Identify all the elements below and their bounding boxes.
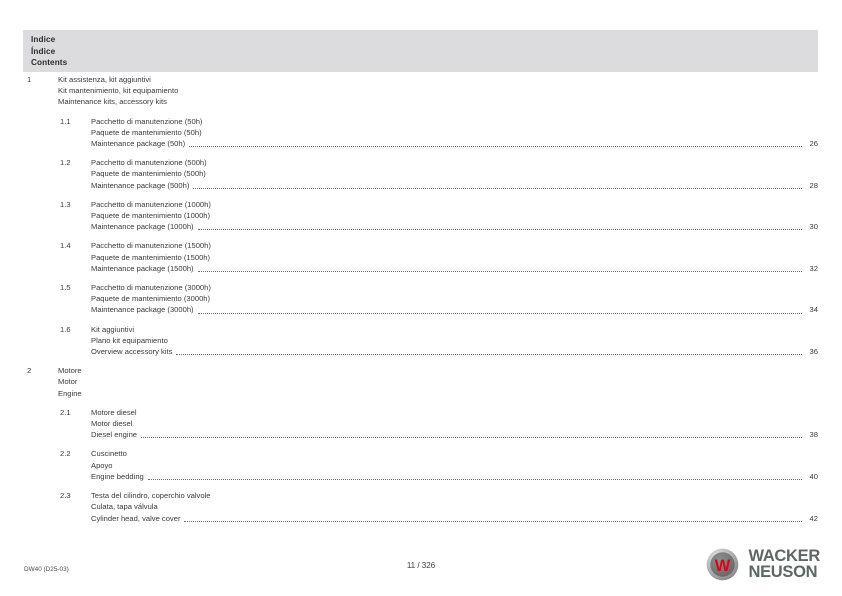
logo-line-2: NEUSON bbox=[748, 562, 818, 581]
toc-entry-leader-row bbox=[91, 346, 818, 357]
toc-entry-leader-row bbox=[91, 471, 818, 482]
toc-entry-number: 1 bbox=[27, 75, 32, 84]
toc-entry-title-es: Paquete de mantenimiento (500h) bbox=[91, 169, 206, 179]
toc-entry-number: 1.2 bbox=[60, 158, 71, 168]
toc-entry[interactable] bbox=[0, 490, 842, 524]
toc-entry-leader-row bbox=[91, 180, 818, 191]
toc-entry-number: 2.3 bbox=[60, 491, 71, 501]
toc-entry[interactable] bbox=[0, 407, 842, 441]
toc-entry-title-it: Testa del cilindro, coperchio valvole bbox=[91, 491, 211, 501]
toc-entry-title-it: Kit aggiuntivi bbox=[91, 324, 135, 334]
toc-leader-dots bbox=[176, 353, 802, 355]
toc-entry-title-it: Kit assistenza, kit aggiuntivi bbox=[58, 75, 151, 84]
toc-entry-title-en: Cylinder head, valve cover bbox=[91, 513, 181, 523]
toc-header-line-it: Indice bbox=[31, 35, 56, 44]
toc-entry-title-en: Maintenance package (500h) bbox=[91, 180, 190, 190]
footer-document-code: DW40 (D25-03) bbox=[24, 566, 69, 573]
toc-entry-number: 2.1 bbox=[60, 407, 71, 417]
toc-entry-page-number: 32 bbox=[809, 263, 818, 273]
toc-entry-titles bbox=[58, 365, 842, 399]
toc-entry-title-en: Maintenance kits, accessory kits bbox=[58, 97, 167, 107]
toc-header-line-es: Índice bbox=[31, 46, 56, 56]
toc-entry-list bbox=[0, 74, 842, 532]
toc-entry-title-it: Pacchetto di manutenzione (1500h) bbox=[91, 241, 211, 251]
toc-entry-page-number: 42 bbox=[809, 513, 818, 523]
toc-entry-number: 2.2 bbox=[60, 449, 71, 459]
toc-leader-dots bbox=[198, 228, 802, 230]
logo-line-1: WACKER bbox=[748, 547, 820, 565]
toc-entry-number: 1.1 bbox=[60, 116, 71, 126]
toc-entry-title-en: Overview accessory kits bbox=[91, 347, 173, 357]
toc-entry-title-it: Pacchetto di manutenzione (50h) bbox=[91, 116, 203, 126]
toc-entry-titles bbox=[58, 74, 842, 108]
toc-entry-title-en: Maintenance package (50h) bbox=[91, 139, 186, 149]
toc-entry[interactable] bbox=[0, 240, 842, 274]
toc-entry[interactable] bbox=[0, 448, 842, 482]
toc-entry-title-en: Engine bedding bbox=[91, 471, 144, 481]
toc-entry-page-number: 30 bbox=[809, 222, 818, 232]
toc-entry[interactable] bbox=[0, 324, 842, 358]
toc-leader-dots bbox=[193, 187, 802, 189]
toc-leader-dots bbox=[198, 270, 802, 272]
toc-entry-titles bbox=[91, 448, 842, 482]
toc-entry-number: 2 bbox=[27, 366, 32, 376]
toc-entry-title-it: Motore bbox=[58, 366, 82, 376]
wacker-neuson-logo bbox=[706, 548, 820, 581]
toc-entry-title-it: Pacchetto di manutenzione (3000h) bbox=[91, 283, 211, 293]
toc-entry-number: 1.6 bbox=[60, 324, 71, 334]
toc-entry-page-number: 36 bbox=[809, 347, 818, 357]
toc-entry-number: 1.4 bbox=[60, 241, 71, 251]
toc-entry-title-en: Maintenance package (3000h) bbox=[91, 305, 194, 315]
toc-entry-titles bbox=[91, 490, 842, 524]
toc-leader-dots bbox=[148, 478, 802, 480]
toc-entry-title-en: Engine bbox=[58, 388, 82, 398]
toc-entry-title-es: Plano kit equipamiento bbox=[91, 335, 168, 345]
toc-entry[interactable] bbox=[0, 157, 842, 191]
toc-entry-title-it: Motore diesel bbox=[91, 407, 137, 417]
toc-entry-number: 1.5 bbox=[60, 283, 71, 293]
toc-entry-leader-row bbox=[91, 513, 818, 524]
toc-entry-page-number: 26 bbox=[809, 139, 818, 149]
footer-page-indicator: 11 / 326 bbox=[406, 561, 436, 570]
toc-entry-title-en: Diesel engine bbox=[91, 430, 138, 440]
toc-entry-title-es: Motor diesel bbox=[91, 419, 133, 429]
toc-entry-page-number: 38 bbox=[809, 430, 818, 440]
toc-entry-title-es: Motor bbox=[58, 377, 78, 387]
toc-entry-titles bbox=[91, 324, 842, 358]
toc-entry-title-it: Pacchetto di manutenzione (500h) bbox=[91, 158, 207, 168]
toc-entry-leader-row bbox=[91, 304, 818, 315]
toc-entry-leader-row bbox=[91, 221, 818, 232]
toc-entry-title-es: Kit mantenimiento, kit equipamiento bbox=[58, 86, 179, 96]
toc-entry-title-es: Culata, tapa válvula bbox=[91, 502, 158, 512]
toc-leader-dots bbox=[184, 520, 802, 522]
toc-entry-title-es: Apoyo bbox=[91, 460, 113, 470]
toc-entry-title-en: Maintenance package (1000h) bbox=[91, 222, 194, 232]
toc-entry-title-es: Paquete de mantenimiento (50h) bbox=[91, 127, 202, 137]
toc-leader-dots bbox=[189, 145, 802, 147]
toc-entry-page-number: 34 bbox=[809, 305, 818, 315]
toc-entry-page-number: 40 bbox=[809, 471, 818, 481]
svg-text:W: W bbox=[715, 556, 731, 575]
toc-entry-titles bbox=[91, 199, 842, 233]
toc-entry-title-es: Paquete de mantenimiento (3000h) bbox=[91, 294, 211, 304]
toc-entry[interactable] bbox=[0, 282, 842, 316]
toc-entry-title-es: Paquete de mantenimiento (1000h) bbox=[91, 211, 211, 221]
wacker-neuson-emblem-icon bbox=[706, 548, 739, 581]
toc-entry[interactable] bbox=[0, 116, 842, 150]
toc-entry[interactable] bbox=[0, 199, 842, 233]
toc-entry-titles bbox=[91, 116, 842, 150]
toc-entry-titles bbox=[91, 240, 842, 274]
toc-header-line-en: Contents bbox=[31, 58, 68, 67]
toc-leader-dots bbox=[198, 312, 802, 314]
wacker-neuson-wordmark bbox=[748, 549, 820, 580]
toc-leader-dots bbox=[141, 436, 802, 438]
toc-entry-title-it: Cuscinetto bbox=[91, 449, 127, 459]
toc-entry-number: 1.3 bbox=[60, 199, 71, 209]
toc-entry-leader-row bbox=[91, 263, 818, 274]
toc-entry-leader-row bbox=[91, 138, 818, 149]
toc-entry-title-en: Maintenance package (1500h) bbox=[91, 263, 194, 273]
toc-entry[interactable] bbox=[0, 74, 842, 108]
toc-entry-titles bbox=[91, 157, 842, 191]
toc-entry-title-it: Pacchetto di manutenzione (1000h) bbox=[91, 199, 211, 209]
toc-entry[interactable] bbox=[0, 365, 842, 399]
toc-entry-titles bbox=[91, 282, 842, 316]
toc-entry-titles bbox=[91, 407, 842, 441]
toc-header-bar bbox=[23, 30, 818, 72]
toc-entry-title-es: Paquete de mantenimiento (1500h) bbox=[91, 252, 211, 262]
toc-entry-leader-row bbox=[91, 429, 818, 440]
toc-entry-page-number: 28 bbox=[809, 180, 818, 190]
